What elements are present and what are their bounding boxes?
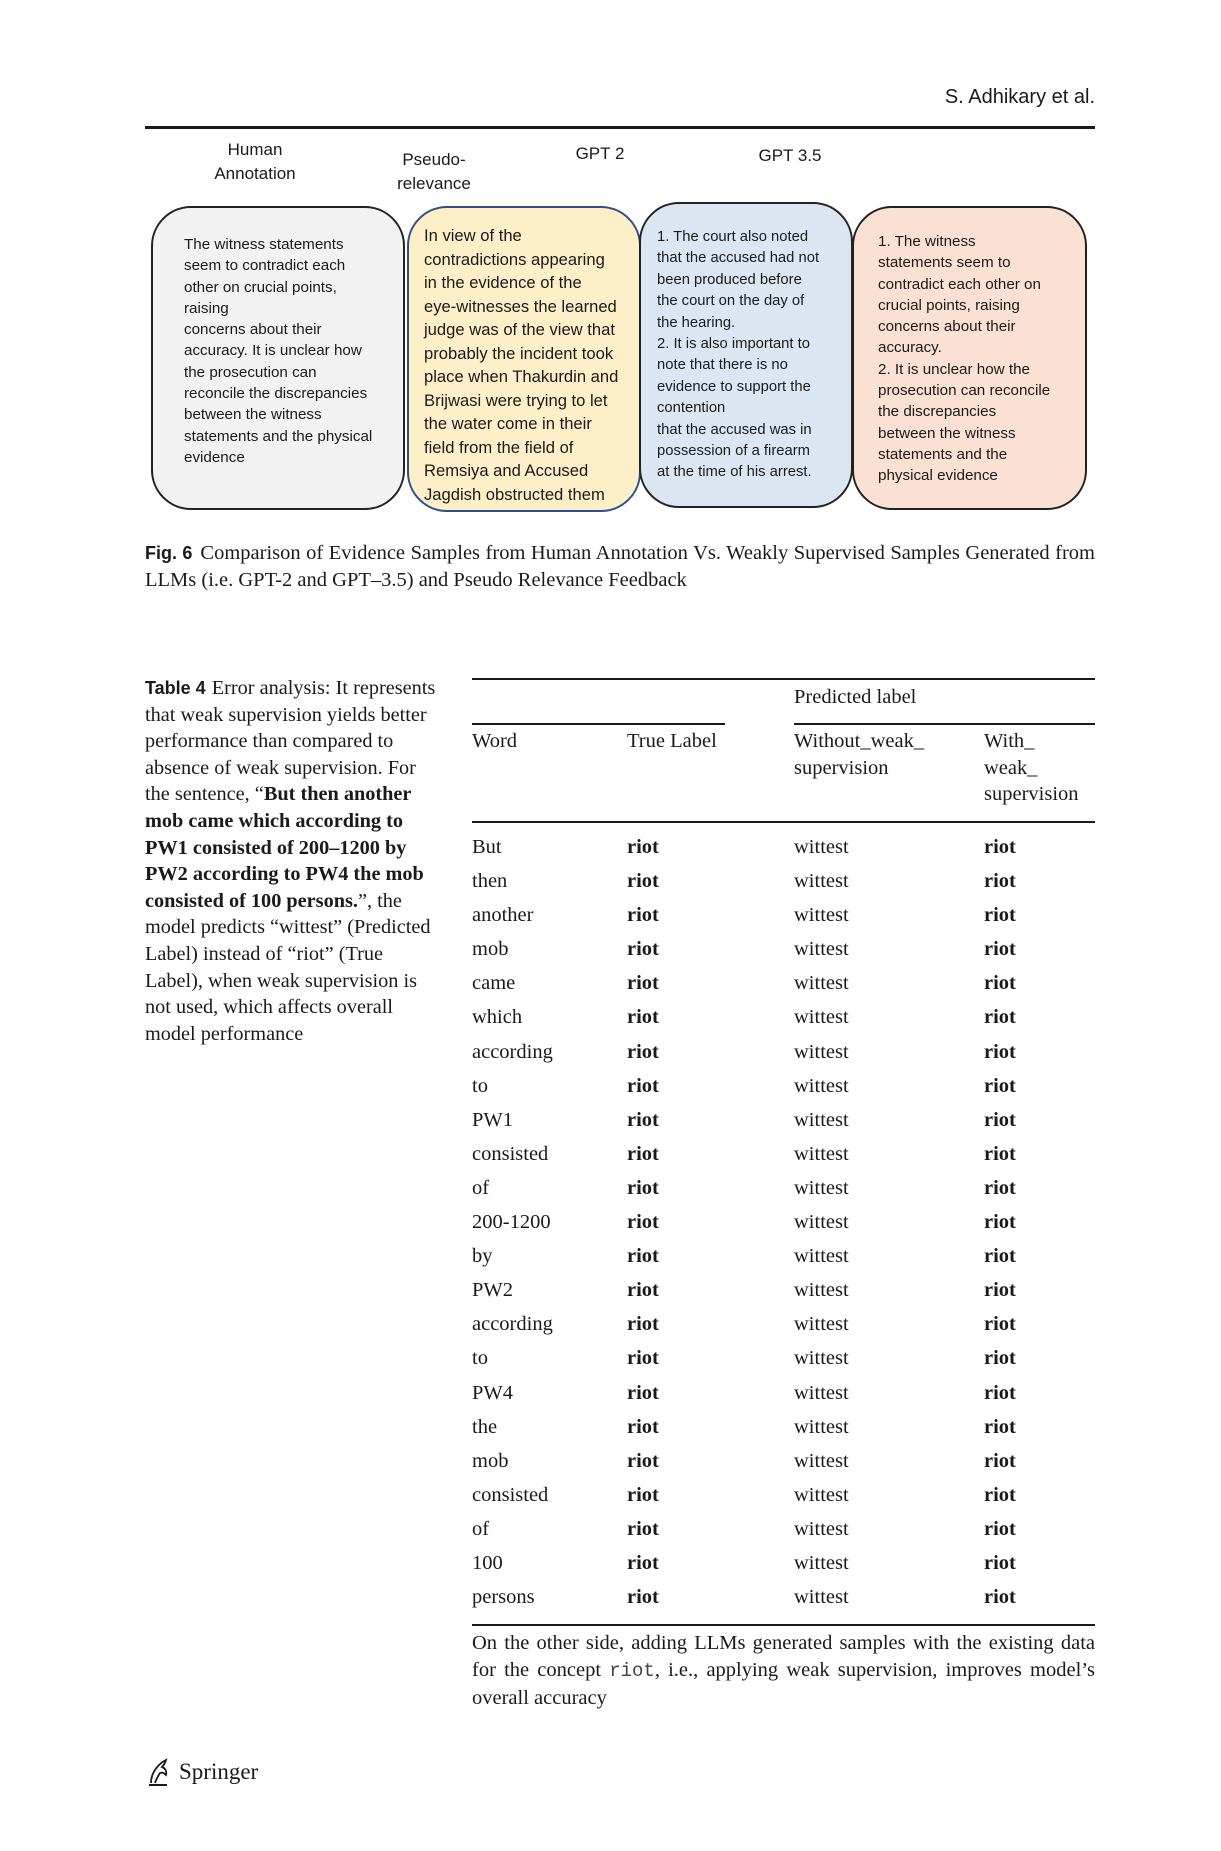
paragraph-before: On the other side, adding LLMs generated samples with the existing data for the concept bbox=[472, 1632, 1095, 1681]
table-row bbox=[472, 966, 1095, 1000]
word-cell: persons bbox=[472, 1586, 535, 1609]
without-weak-cell: wittest bbox=[794, 1245, 849, 1268]
table-row bbox=[472, 932, 1095, 966]
without-weak-cell: wittest bbox=[794, 1176, 849, 1199]
human-annotation-box bbox=[151, 206, 405, 510]
with-weak-cell: riot bbox=[984, 1586, 1016, 1609]
page-header bbox=[145, 86, 1095, 129]
without-weak-cell: wittest bbox=[794, 1142, 849, 1165]
word-cell: to bbox=[472, 1074, 488, 1097]
with-weak-cell: riot bbox=[984, 1211, 1016, 1234]
word-cell: 200-1200 bbox=[472, 1211, 551, 1234]
with-weak-cell: riot bbox=[984, 1415, 1016, 1438]
with-weak-cell: riot bbox=[984, 904, 1016, 927]
true-label-cell: riot bbox=[627, 1586, 659, 1609]
without-weak-cell: wittest bbox=[794, 904, 849, 927]
with-weak-cell: riot bbox=[984, 1483, 1016, 1506]
without-weak-cell: wittest bbox=[794, 1279, 849, 1302]
word-cell: to bbox=[472, 1347, 488, 1370]
true-label-cell: riot bbox=[627, 1449, 659, 1472]
word-cell: consisted bbox=[472, 1142, 549, 1165]
table-row bbox=[472, 1376, 1095, 1410]
paragraph-code: riot bbox=[609, 1660, 655, 1682]
true-label-cell: riot bbox=[627, 1483, 659, 1506]
with-weak-cell: riot bbox=[984, 1347, 1016, 1370]
with-weak-cell: riot bbox=[984, 1176, 1016, 1199]
table-bottom-rule bbox=[472, 1624, 1095, 1626]
word-cell: PW4 bbox=[472, 1381, 513, 1404]
table-caption-lead: Error analysis: It represents that weak supervision yields better performance than compared to absence of weak supervision. For the sentence, “ bbox=[145, 677, 436, 806]
word-cell: mob bbox=[472, 938, 509, 961]
paragraph-after: , i.e., applying weak supervision, improves model’s overall accuracy bbox=[472, 1659, 1095, 1709]
table-caption-tail: ”, the model predicts “wittest” (Predicted Label) instead of “riot” (True Label), when weak supervision is not used, which affects overall model performance bbox=[145, 889, 431, 1045]
table-caption bbox=[145, 675, 440, 1047]
with-weak-cell: riot bbox=[984, 1142, 1016, 1165]
true-label-cell: riot bbox=[627, 938, 659, 961]
word-cell: which bbox=[472, 1006, 523, 1029]
table-row bbox=[472, 1410, 1095, 1444]
figure-caption bbox=[145, 540, 1095, 594]
true-label-cell: riot bbox=[627, 1040, 659, 1063]
word-cell: But bbox=[472, 836, 502, 858]
table-row bbox=[472, 830, 1095, 864]
box-title-gpt2: GPT 2 bbox=[575, 144, 625, 163]
table-row bbox=[472, 1273, 1095, 1307]
without-weak-cell: wittest bbox=[794, 1313, 849, 1336]
true-label-cell: riot bbox=[627, 1074, 659, 1097]
true-label-cell: riot bbox=[627, 1415, 659, 1438]
table-row bbox=[472, 1137, 1095, 1171]
running-author: S. Adhikary et al. bbox=[944, 86, 1095, 108]
word-cell: of bbox=[472, 1517, 490, 1540]
table-top-rule bbox=[472, 678, 1095, 680]
table-row bbox=[472, 1103, 1095, 1137]
true-label-cell: riot bbox=[627, 1245, 659, 1268]
word-cell: according bbox=[472, 1040, 553, 1063]
with-weak-cell: riot bbox=[984, 1517, 1016, 1540]
publisher-name: Springer bbox=[179, 1759, 259, 1784]
without-weak-cell: wittest bbox=[794, 1483, 849, 1506]
word-cell: 100 bbox=[472, 1551, 503, 1574]
true-label-cell: riot bbox=[627, 1381, 659, 1404]
true-label-cell: riot bbox=[627, 836, 659, 858]
table-row bbox=[472, 1341, 1095, 1375]
with-weak-cell: riot bbox=[984, 1108, 1016, 1131]
table-row bbox=[472, 1069, 1095, 1103]
true-label-cell: riot bbox=[627, 1279, 659, 1302]
word-cell: the bbox=[472, 1415, 498, 1438]
true-label-cell: riot bbox=[627, 1347, 659, 1370]
word-cell: then bbox=[472, 870, 508, 893]
header-bottom-rule bbox=[472, 821, 1095, 823]
table-row bbox=[472, 1205, 1095, 1239]
body-paragraph bbox=[472, 1630, 1095, 1712]
without-weak-cell: wittest bbox=[794, 870, 849, 893]
true-label-cell: riot bbox=[627, 1108, 659, 1131]
box-title-pseudo-relevance: Pseudo-relevance bbox=[397, 150, 471, 193]
box-title-human-annotation: Human Annotation bbox=[214, 140, 296, 183]
true-label-cell: riot bbox=[627, 972, 659, 995]
without-weak-cell: wittest bbox=[794, 1211, 849, 1234]
col-header-with-weak: With_ weak_ supervision bbox=[984, 730, 1079, 805]
true-label-cell: riot bbox=[627, 904, 659, 927]
header-rule-left bbox=[472, 723, 725, 725]
table-caption-sentence: But then another mob came which according to PW1 consisted of 200–1200 by PW2 according to PW4 the mob consisted of 100 persons. bbox=[145, 783, 424, 912]
with-weak-cell: riot bbox=[984, 1040, 1016, 1063]
table-row bbox=[472, 864, 1095, 898]
with-weak-cell: riot bbox=[984, 1313, 1016, 1336]
word-cell: by bbox=[472, 1245, 493, 1268]
without-weak-cell: wittest bbox=[794, 1449, 849, 1472]
word-cell: another bbox=[472, 904, 534, 927]
table-row bbox=[472, 1546, 1095, 1580]
without-weak-cell: wittest bbox=[794, 1006, 849, 1029]
figure-caption-label: Fig. 6 bbox=[145, 543, 193, 563]
with-weak-cell: riot bbox=[984, 870, 1016, 893]
true-label-cell: riot bbox=[627, 1211, 659, 1234]
without-weak-cell: wittest bbox=[794, 1108, 849, 1131]
table-row bbox=[472, 1580, 1095, 1614]
pseudo-relevance-text: In view of the contradictions appearing in the evidence of the eye-witnesses the learned judge was of the view that probably the incident took place when Thakurdin and Brijwasi were trying to let the water come in their field from the field of Remsiya and Accused Jagdish obstructed them bbox=[424, 226, 619, 504]
without-weak-cell: wittest bbox=[794, 1347, 849, 1370]
table-row bbox=[472, 898, 1095, 932]
table-body bbox=[472, 830, 1095, 1614]
word-cell: consisted bbox=[472, 1483, 549, 1506]
with-weak-cell: riot bbox=[984, 1551, 1016, 1574]
without-weak-cell: wittest bbox=[794, 938, 849, 961]
with-weak-cell: riot bbox=[984, 1279, 1016, 1302]
table-row bbox=[472, 1239, 1095, 1273]
table-row bbox=[472, 1444, 1095, 1478]
without-weak-cell: wittest bbox=[794, 1586, 849, 1609]
human-annotation-text: The witness statements seem to contradict each other on crucial points, raising concerns about their accuracy. It is unclear how the prosecution can reconcile the discrepancies between the witness statements and the physical evidence bbox=[184, 236, 373, 466]
word-cell: mob bbox=[472, 1449, 509, 1472]
box-title-gpt35: GPT 3.5 bbox=[758, 146, 822, 165]
without-weak-cell: wittest bbox=[794, 1381, 849, 1404]
page-footer bbox=[145, 1757, 258, 1787]
true-label-cell: riot bbox=[627, 1313, 659, 1336]
true-label-cell: riot bbox=[627, 870, 659, 893]
col-header-word: Word bbox=[472, 730, 518, 752]
with-weak-cell: riot bbox=[984, 1074, 1016, 1097]
col-header-true-label: True Label bbox=[627, 730, 717, 752]
without-weak-cell: wittest bbox=[794, 1415, 849, 1438]
with-weak-cell: riot bbox=[984, 836, 1016, 858]
word-cell: PW2 bbox=[472, 1279, 513, 1302]
word-cell: PW1 bbox=[472, 1108, 513, 1131]
word-cell: came bbox=[472, 972, 516, 995]
without-weak-cell: wittest bbox=[794, 972, 849, 995]
gpt35-box bbox=[852, 206, 1087, 510]
without-weak-cell: wittest bbox=[794, 1074, 849, 1097]
figure-6 bbox=[145, 140, 1095, 520]
col-header-without-weak: Without_weak_ supervision bbox=[794, 730, 925, 779]
true-label-cell: riot bbox=[627, 1517, 659, 1540]
without-weak-cell: wittest bbox=[794, 1517, 849, 1540]
with-weak-cell: riot bbox=[984, 1006, 1016, 1029]
without-weak-cell: wittest bbox=[794, 836, 849, 858]
true-label-cell: riot bbox=[627, 1551, 659, 1574]
with-weak-cell: riot bbox=[984, 972, 1016, 995]
true-label-cell: riot bbox=[627, 1176, 659, 1199]
predicted-label-header: Predicted label bbox=[794, 686, 917, 708]
with-weak-cell: riot bbox=[984, 938, 1016, 961]
table-row bbox=[472, 1000, 1095, 1034]
springer-horse-icon bbox=[145, 1757, 171, 1787]
with-weak-cell: riot bbox=[984, 1449, 1016, 1472]
header-rule-right bbox=[794, 723, 1095, 725]
without-weak-cell: wittest bbox=[794, 1040, 849, 1063]
word-cell: of bbox=[472, 1176, 490, 1199]
table-caption-label: Table 4 bbox=[145, 678, 206, 698]
gpt2-box bbox=[639, 202, 853, 508]
gpt35-text: 1. The witness statements seem to contradict each other on crucial points, raising concerns about their accuracy. 2. It is unclear how the prosecution can reconcile the discrepancies between the witness statements and the physical evidence bbox=[878, 233, 1051, 485]
true-label-cell: riot bbox=[627, 1142, 659, 1165]
gpt2-text: 1. The court also noted that the accused had not been produced before the court on the day of the hearing. 2. It is also important to note that there is no evidence to support the contention that the accused was in possession of a firearm at the time of his arrest. bbox=[657, 229, 820, 481]
table-row bbox=[472, 1478, 1095, 1512]
true-label-cell: riot bbox=[627, 1006, 659, 1029]
with-weak-cell: riot bbox=[984, 1381, 1016, 1404]
table-row bbox=[472, 1307, 1095, 1341]
table-row bbox=[472, 1171, 1095, 1205]
table-row bbox=[472, 1035, 1095, 1069]
figure-caption-text: Comparison of Evidence Samples from Human Annotation Vs. Weakly Supervised Samples Generated from LLMs (i.e. GPT-2 and GPT–3.5) and Pseudo Relevance Feedback bbox=[145, 542, 1095, 591]
without-weak-cell: wittest bbox=[794, 1551, 849, 1574]
pseudo-relevance-box bbox=[407, 206, 641, 512]
table-row bbox=[472, 1512, 1095, 1546]
word-cell: according bbox=[472, 1313, 553, 1336]
with-weak-cell: riot bbox=[984, 1245, 1016, 1268]
